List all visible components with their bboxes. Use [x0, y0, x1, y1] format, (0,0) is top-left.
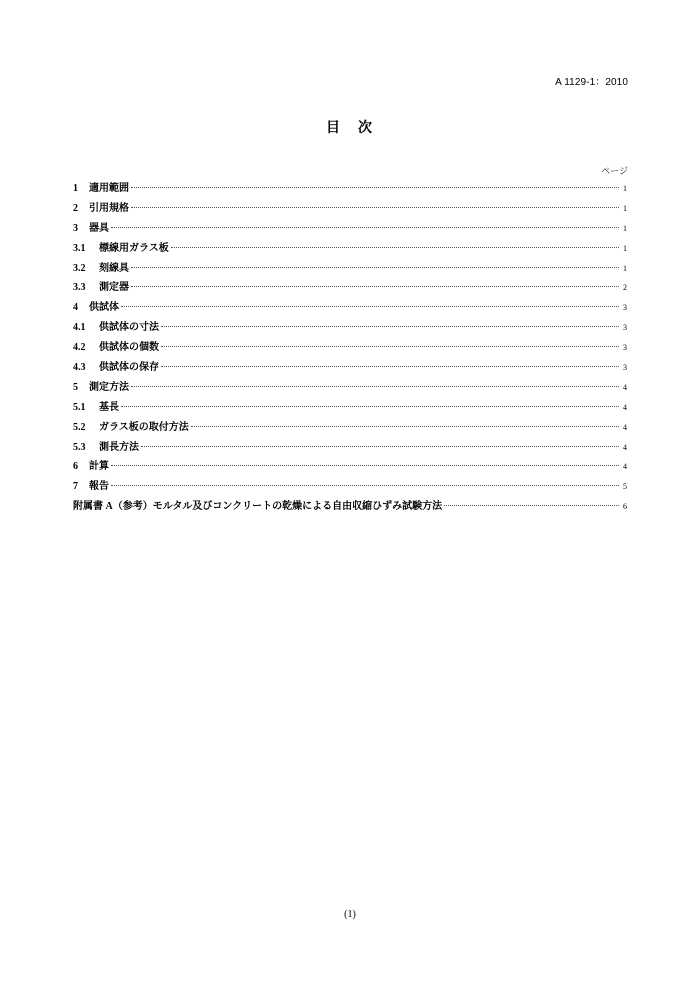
toc-entry-number: 3.3	[73, 282, 86, 294]
toc-entry-annex-a[interactable]	[73, 497, 627, 517]
toc-entry-label: 測長方法	[99, 441, 139, 453]
toc-entry-page: 1	[623, 184, 627, 193]
dot-leader	[131, 386, 619, 387]
dot-leader	[121, 406, 619, 407]
toc-entry-page: 3	[623, 323, 627, 333]
toc-title: 目 次	[326, 120, 374, 136]
toc-entry-5-1[interactable]	[73, 398, 627, 418]
dot-leader	[191, 426, 619, 427]
dot-leader	[444, 505, 619, 506]
toc-entry-number: 4.2	[73, 342, 86, 354]
toc-entry-5-2[interactable]	[73, 418, 627, 438]
toc-entry-page: 5	[623, 482, 627, 492]
toc-entry-number: 3	[73, 222, 78, 234]
toc-entry-label: 引用規格	[89, 202, 129, 214]
toc-entry-4-3[interactable]	[73, 358, 627, 378]
toc-entry-number: 附属書 A	[73, 501, 113, 513]
toc-entry-number: 4.1	[73, 322, 86, 334]
dot-leader	[111, 227, 619, 228]
toc-entry-number: 5.3	[73, 441, 86, 453]
toc-entry-label: 供試体の寸法	[99, 322, 159, 334]
toc-entry-number: 4.3	[73, 362, 86, 374]
dot-leader	[131, 187, 619, 188]
toc-entry-number: 3.2	[73, 262, 86, 274]
toc-entry-number: 3.1	[73, 242, 86, 254]
toc-entry-label: 供試体の保存	[99, 362, 159, 374]
toc-entry-label: 報告	[89, 481, 109, 493]
toc-entry-page: 4	[623, 442, 627, 452]
toc-entry-5-3[interactable]	[73, 438, 627, 458]
toc-entry-label: ガラス板の取付方法	[99, 421, 189, 433]
toc-entry-page: 4	[623, 462, 627, 472]
toc-entry-4-1[interactable]	[73, 318, 627, 338]
toc-entry-page: 2	[623, 283, 627, 293]
toc-entry-number: 6	[73, 461, 78, 473]
toc-entry-number: 1	[73, 183, 78, 194]
toc-entry-number: 5.1	[73, 401, 86, 413]
dot-leader	[131, 267, 619, 268]
dot-leader	[141, 446, 619, 447]
page-number: (1)	[344, 909, 356, 920]
toc-entry-number: 7	[73, 481, 78, 493]
document-id: A 1129-1：2010	[555, 77, 628, 88]
toc-entry-label: 測定方法	[89, 381, 129, 393]
toc-entry-3-3[interactable]	[73, 278, 627, 298]
toc-entry-label: 器具	[89, 222, 109, 234]
toc-entry-3-1[interactable]	[73, 239, 627, 259]
toc-entry-number: 4	[73, 302, 78, 314]
dot-leader	[161, 326, 619, 327]
toc-entry-label: 適用範囲	[89, 183, 129, 194]
toc-entry-page: 1	[623, 203, 627, 213]
toc-entry-3-2[interactable]	[73, 259, 627, 279]
toc-entry-number: 2	[73, 202, 78, 214]
dot-leader	[161, 366, 619, 367]
toc-entry-label: 供試体の個数	[99, 342, 159, 354]
dot-leader	[161, 346, 619, 347]
toc-entry-page: 4	[623, 402, 627, 412]
toc-entry-4[interactable]	[73, 298, 627, 318]
toc-entry-page: 1	[623, 263, 627, 273]
toc-entry-number: 5	[73, 381, 78, 393]
toc-entry-3[interactable]	[73, 219, 627, 239]
toc-entry-2[interactable]	[73, 199, 627, 219]
toc-entry-page: 3	[623, 363, 627, 373]
toc-entry-page: 3	[623, 303, 627, 313]
toc-entry-label: （参考）モルタル及びコンクリートの乾燥による自由収縮ひずみ試験方法	[112, 501, 443, 513]
toc-entry-page: 6	[623, 502, 627, 512]
toc-entry-page: 3	[623, 343, 627, 353]
toc-entry-label: 測定器	[99, 282, 129, 294]
toc-entry-page: 4	[623, 422, 627, 432]
toc-entry-number: 5.2	[73, 421, 86, 433]
toc-entry-6[interactable]	[73, 457, 627, 477]
toc-entry-label: 供試体	[89, 302, 119, 314]
toc-entry-1[interactable]	[73, 179, 627, 199]
dot-leader	[111, 465, 619, 466]
table-of-contents	[73, 179, 627, 517]
toc-entry-label: 基長	[99, 401, 119, 413]
dot-leader	[121, 306, 619, 307]
toc-entry-7[interactable]	[73, 477, 627, 497]
dot-leader	[171, 247, 619, 248]
toc-entry-page: 4	[623, 382, 627, 392]
toc-entry-page: 1	[623, 223, 627, 233]
toc-entry-5[interactable]	[73, 378, 627, 398]
dot-leader	[111, 485, 619, 486]
dot-leader	[131, 207, 619, 208]
toc-entry-label: 標線用ガラス板	[99, 242, 169, 254]
page-column-heading: ページ	[601, 167, 628, 177]
dot-leader	[131, 286, 619, 287]
toc-entry-page: 1	[623, 243, 627, 253]
toc-entry-4-2[interactable]	[73, 338, 627, 358]
toc-entry-label: 刻線具	[99, 262, 129, 274]
toc-entry-label: 計算	[89, 461, 109, 473]
